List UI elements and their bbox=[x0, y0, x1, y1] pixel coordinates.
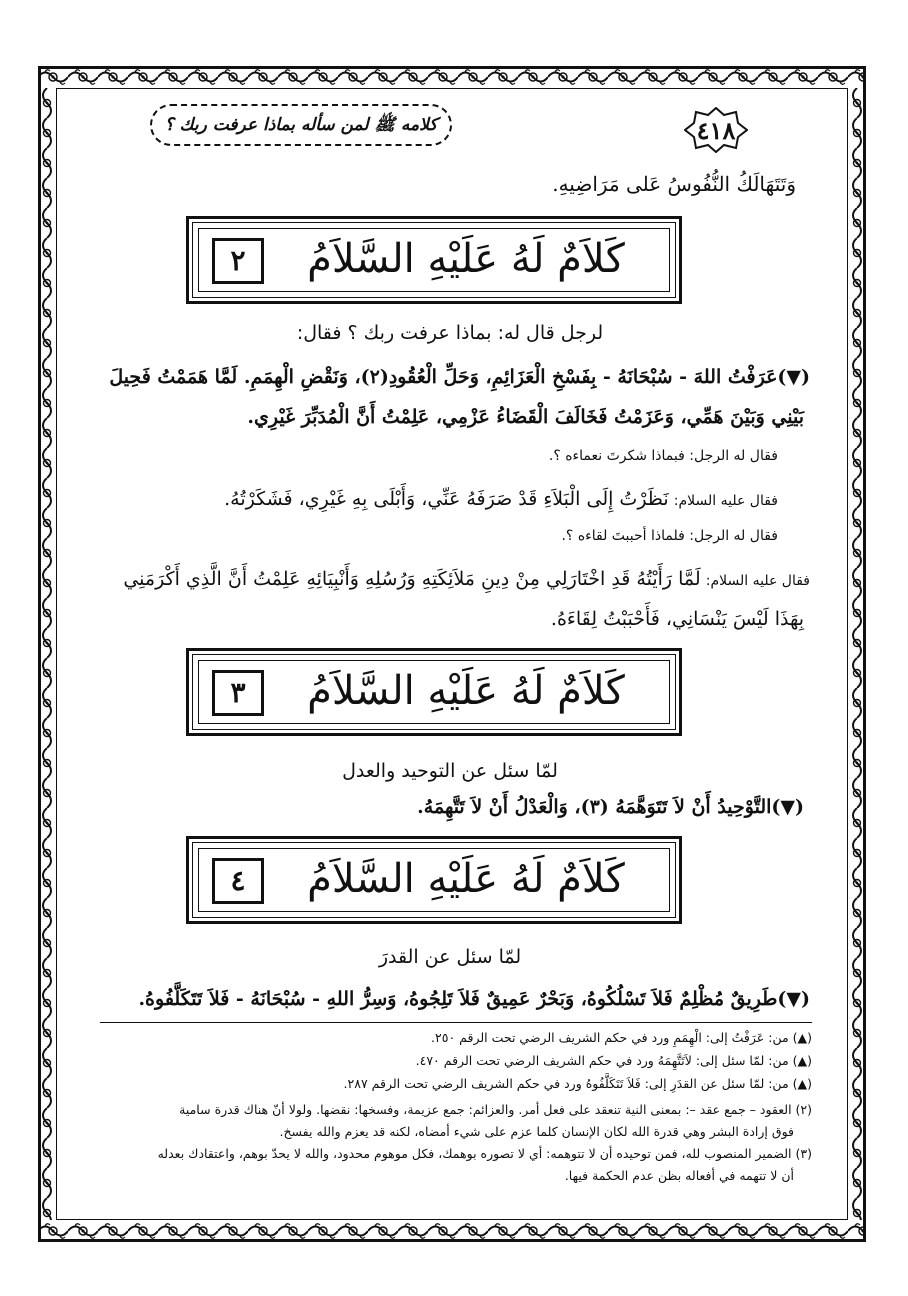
section-title: كَلاَمٌ لَهُ عَلَيْهِ السَّلاَمُ bbox=[307, 856, 625, 902]
dialogue-answer bbox=[224, 482, 778, 516]
section-title: كَلاَمٌ لَهُ عَلَيْهِ السَّلاَمُ bbox=[307, 236, 625, 282]
quote-line: (▼)عَرَفْتُ اللهَ - سُبْحَانَهُ - بِفَسْخِ الْعَزَائِمِ، وَحَلِّ الْعُقُودِ(٢)، وَنَقْضِ الْهِمَمِ. لَمَّا هَمَمْتُ فَحِيلَ bbox=[109, 366, 810, 388]
answer-lead: فقال عليه السلام: bbox=[673, 493, 778, 509]
quote-line: (▼)التَّوْحِيدُ أَنْ لاَ تَتَوَهَّمَهُ (٣)، وَالْعَدْلُ أَنْ لاَ تَتَّهِمَهُ. bbox=[417, 796, 804, 818]
footnote-separator bbox=[100, 1022, 812, 1023]
section-number: ٣ bbox=[212, 670, 264, 716]
section-banner-3 bbox=[186, 648, 682, 736]
section-banner-2 bbox=[186, 216, 682, 304]
ornament-left bbox=[38, 88, 56, 1220]
section-subtitle: لمّا سئل عن القدرَ bbox=[378, 946, 522, 968]
section-title: كَلاَمٌ لَهُ عَلَيْهِ السَّلاَمُ bbox=[307, 668, 625, 714]
footnote: أن لا تتهمه في أفعاله بظن عدم الحكمة فيها. bbox=[564, 1168, 794, 1183]
section-number: ٢ bbox=[212, 238, 264, 284]
answer-text: نَظَرْتُ إِلَى الْبَلاَءِ قَدْ صَرَفَهُ عَنِّي، وَأَبْلَى بِهِ غَيْرِي، فَشَكَرْتُهُ. bbox=[224, 488, 669, 510]
page-number-badge bbox=[684, 107, 748, 153]
section-number: ٤ bbox=[212, 858, 264, 904]
page-number: ٤١٨ bbox=[696, 116, 736, 145]
section-subtitle: لمّا سئل عن التوحيد والعدل bbox=[342, 760, 558, 782]
footnote: فوق إرادة البشر وهي قدرة الله لكان الإنسان كلما عزم على شيء أمضاه، لكنه قد يعزم والله يفسخ. bbox=[279, 1124, 794, 1139]
dialogue-question: فقال له الرجل: فلماذا أحببتَ لقاءه ؟. bbox=[561, 528, 778, 544]
answer-text: لَمَّا رَأَيْتُهُ قَدِ اخْتَارَلِي مِنْ دِينِ مَلاَئِكَتِهِ وَرُسُلِهِ وَأَنْبِيَائِهِ عَلِمْتُ أَنَّ الَّذِي أَكْرَمَنِي bbox=[123, 568, 701, 590]
footnote: (▲) من: لمّا سئل إلى: لاَتَتَّهِمَهُ ورد في حكم الشريف الرضي تحت الرقم ٤٧٠. bbox=[415, 1053, 812, 1068]
section-banner-4 bbox=[186, 836, 682, 924]
section-subtitle: لرجل قال له: بماذا عرفت ربك ؟ فقال: bbox=[296, 322, 604, 344]
footnote: (٢) العقود – جمع عقد –: بمعنى النية تنعقد على فعل أمر. والعزائم: جمع عزيمة، وفسخها: نقضها. ولولا أنّ هناك قدرة سامية bbox=[179, 1102, 812, 1117]
dialogue-answer bbox=[90, 562, 810, 596]
ornament-top bbox=[38, 66, 866, 88]
dialogue-question: فقال له الرجل: فبماذا شكرتَ نعماءه ؟. bbox=[548, 448, 778, 464]
footnote: (٣) الضمير المنصوب لله، فمن توحيده أن لا تتوهمه: أي لا تصوره بوهمك، فكل موهوم محدود، والله لا يحدّ بوهم، واعتقادك بعدله bbox=[157, 1146, 812, 1161]
intro-line: وَتَتَهَالَكُ النُّفُوسُ عَلى مَرَاضِيهِ. bbox=[552, 172, 796, 196]
footnote: (▲) من: لمّا سئل عن القدَرِ إلى: فَلاَ تَتَكَلَّفُوهُ ورد في حكم الشريف الرضي تحت الرقم ٢٨٧. bbox=[343, 1076, 812, 1091]
ornament-bottom bbox=[38, 1220, 866, 1242]
footnote: (▲) من: عَرَفْتُ إلى: الْهِمَمِ ورد في حكم الشريف الرضي تحت الرقم ٢٥٠. bbox=[431, 1030, 812, 1045]
ornament-right bbox=[848, 88, 866, 1220]
quote-line: بَيْنِي وَبَيْنَ هَمِّي، وَعَزَمْتُ فَخَالَفَ الْقَضَاءُ عَزْمِي، عَلِمْتُ أَنَّ الْمُدَبِّرَ غَيْرِي. bbox=[247, 406, 804, 428]
answer-lead: فقال عليه السلام: bbox=[705, 573, 810, 589]
running-header: كلامه ﷺ لمن سأله بماذا عرفت ربك ؟ bbox=[150, 104, 452, 146]
answer-text: بِهَذَا لَيْسَ يَنْسَانِي، فَأَحْبَبْتُ لِقَاءَهُ. bbox=[550, 608, 804, 630]
quote-line: (▼)طَرِيقٌ مُظْلِمٌ فَلاَ تَسْلُكُوهُ، وَبَحْرٌ عَمِيقٌ فَلاَ تَلِجُوهُ، وَسِرُّ اللهِ - سُبْحَانَهُ - فَلاَ تَتَكَلَّفُوهُ. bbox=[138, 988, 810, 1010]
